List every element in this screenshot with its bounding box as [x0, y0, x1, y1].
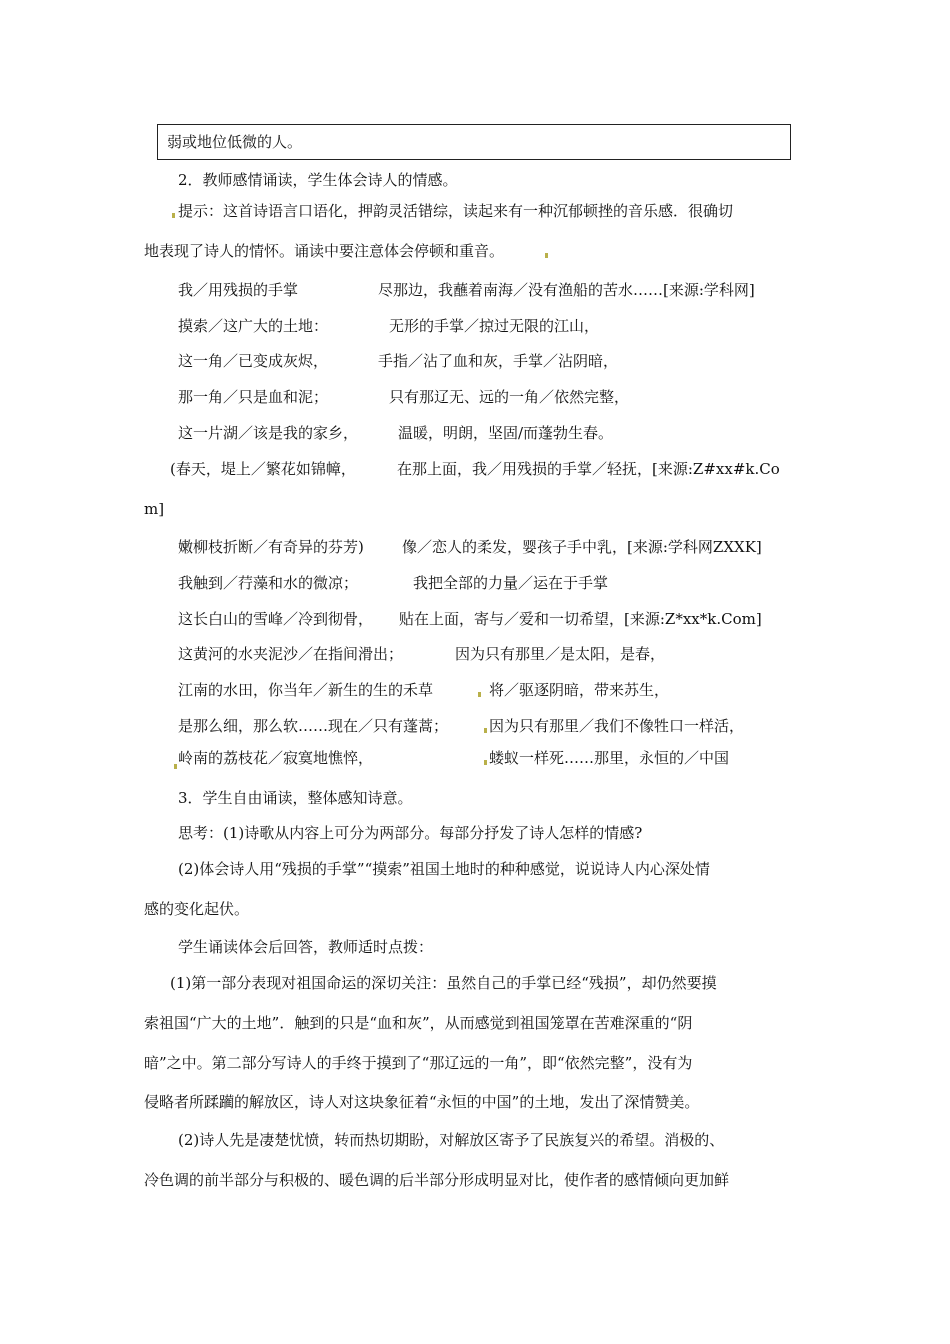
item-3-heading: 3．学生自由诵读，整体感知诗意。 [178, 789, 413, 807]
item-2-heading: 2．教师感情诵读，学生体会诗人的情感。 [178, 171, 458, 189]
margin-mark [174, 764, 177, 769]
poem-right-1: 尽那边，我蘸着南海／没有渔船的苦水……[来源:学科网] [378, 281, 755, 299]
definition-box [157, 124, 791, 160]
poem-right-13: 蝼蚁一样死……那里，永恒的／中国 [489, 749, 730, 767]
margin-mark [545, 253, 548, 258]
poem-wrap: m] [144, 500, 165, 518]
poem-right-5: 温暖，明朗，坚固/而蓬勃生春。 [398, 424, 614, 442]
poem-right-2: 无形的手掌／掠过无限的江山， [389, 317, 600, 335]
poem-left-5: 这一片湖／该是我的家乡， [178, 424, 359, 442]
poem-left-6: (春天，堤上／繁花如锦幛， [170, 460, 356, 478]
poem-right-10: 因为只有那里／是太阳，是春， [455, 645, 666, 663]
poem-left-10: 这黄河的水夹泥沙／在指间滑出； [178, 645, 404, 663]
poem-left-13: 岭南的荔枝花／寂寞地憔悴， [178, 749, 374, 767]
margin-mark [478, 692, 481, 697]
poem-left-8: 我触到／荇藻和水的微凉； [178, 574, 359, 592]
poem-left-1: 我／用残损的手掌 [178, 281, 299, 299]
box-text: 弱或地位低微的人。 [167, 133, 303, 151]
poem-right-8: 我把全部的力量／运在于手掌 [413, 574, 609, 592]
poem-right-12: 因为只有那里／我们不像牲口一样活， [489, 717, 745, 735]
margin-mark [484, 728, 487, 733]
answer-2-line-2: 冷色调的前半部分与积极的、暖色调的后半部分形成明显对比，使作者的感情倾向更加鲜 [144, 1171, 730, 1189]
answer-1-line-2: 索祖国“广大的土地”．触到的只是“血和灰”，从而感觉到祖国笼罩在苦难深重的“阴 [144, 1014, 693, 1032]
answer-1-line-4: 侵略者所蹂躏的解放区，诗人对这块象征着“永恒的中国”的土地，发出了深情赞美。 [144, 1093, 700, 1111]
poem-left-3: 这一角／已变成灰烬， [178, 352, 329, 370]
answer-1-line-1: (1)第一部分表现对祖国命运的深切关注：虽然自己的手掌已经“残损”，却仍然要摸 [170, 974, 717, 992]
answer-2-line-1: (2)诗人先是凄楚忧愤，转而热切期盼，对解放区寄予了民族复兴的希望。消极的、 [178, 1131, 725, 1149]
hint-line-1: 提示：这首诗语言口语化，押韵灵活错综，读起来有一种沉郁顿挫的音乐感．很确切 [178, 202, 734, 220]
poem-right-11: 将／驱逐阴暗，带来苏生， [489, 681, 670, 699]
margin-mark [172, 213, 175, 218]
poem-left-7: 嫩柳枝折断／有奇异的芬芳) [178, 538, 364, 556]
poem-right-4: 只有那辽无、远的一角／依然完整， [389, 388, 630, 406]
hint-line-2: 地表现了诗人的情怀。诵读中要注意体会停顿和重音。 [144, 242, 505, 260]
poem-left-9: 这长白山的雪峰／冷到彻骨， [178, 610, 374, 628]
margin-mark [484, 760, 487, 765]
poem-right-3: 手指／沾了血和灰，手掌／沾阴暗， [378, 352, 619, 370]
poem-left-4: 那一角／只是血和泥； [178, 388, 329, 406]
poem-left-12: 是那么细，那么软……现在／只有蓬蒿； [178, 717, 449, 735]
think-question-1: 思考：(1)诗歌从内容上可分为两部分。每部分抒发了诗人怎样的情感? [178, 824, 643, 842]
poem-right-6: 在那上面，我／用残损的手掌／轻抚，[来源:Z#xx#k.Co [397, 460, 780, 478]
answer-1-line-3: 暗”之中。第二部分写诗人的手终于摸到了“那辽远的一角”，即“依然完整”，没有为 [144, 1054, 693, 1072]
think-question-2-line-2: 感的变化起伏。 [144, 900, 250, 918]
poem-right-9: 贴在上面，寄与／爱和一切希望，[来源:Z*xx*k.Com] [399, 610, 762, 628]
think-question-2-line-1: (2)体会诗人用“残损的手掌”“摸索”祖国土地时的种种感觉，说说诗人内心深处情 [178, 860, 710, 878]
poem-right-7: 像／恋人的柔发，婴孩子手中乳，[来源:学科网ZXXK] [402, 538, 762, 556]
answer-intro: 学生诵读体会后回答，教师适时点拨： [178, 938, 434, 956]
poem-left-2: 摸索／这广大的土地： [178, 317, 329, 335]
poem-left-11: 江南的水田，你当年／新生的生的禾草 [178, 681, 434, 699]
